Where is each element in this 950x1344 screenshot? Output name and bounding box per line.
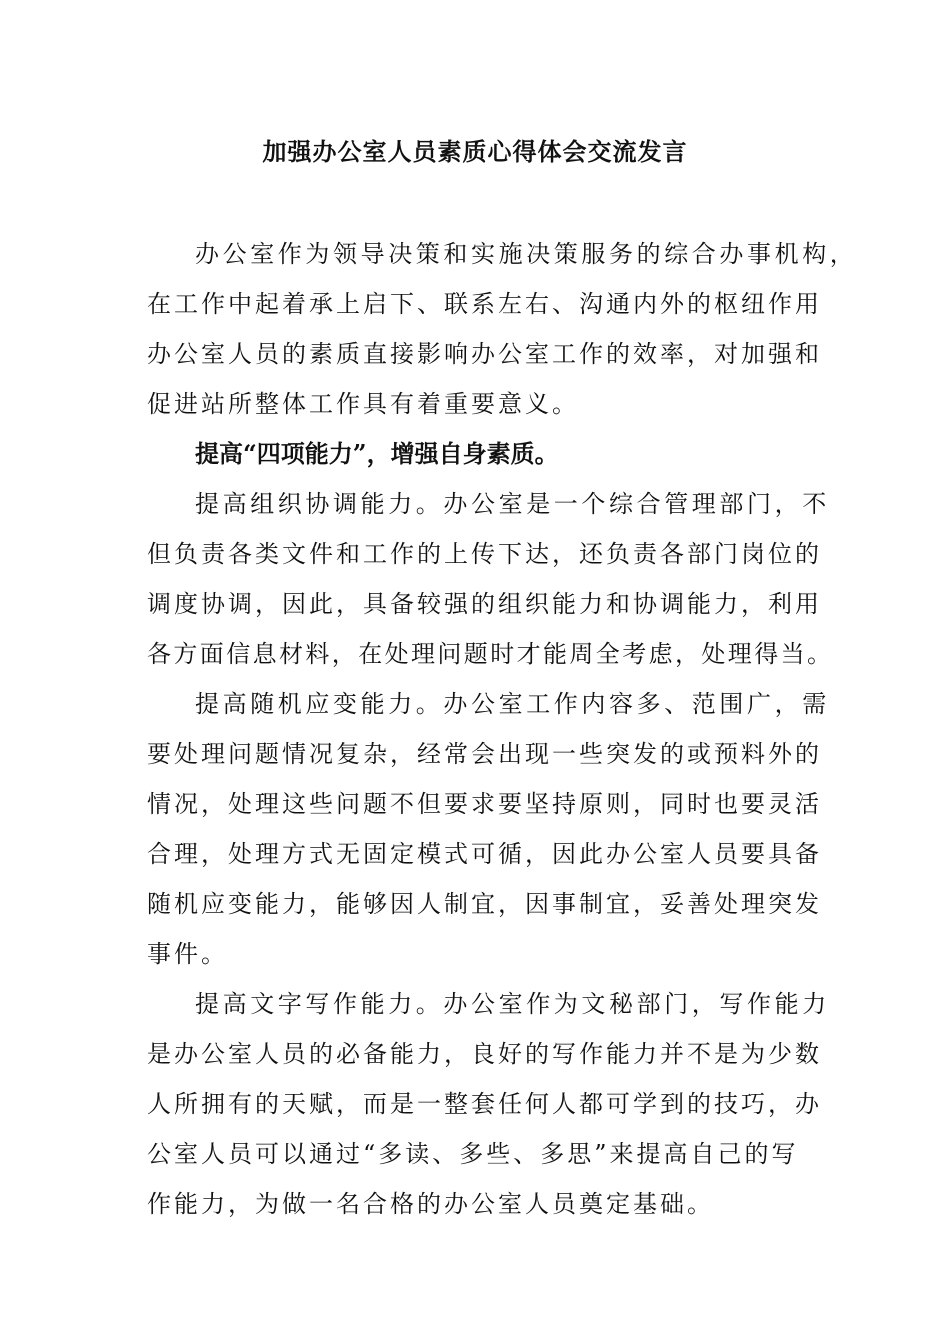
- paragraph-line: 提高文字写作能力。办公室作为文秘部门，写作能力: [195, 990, 830, 1018]
- paragraph-line: 合理，处理方式无固定模式可循，因此办公室人员要具备: [147, 840, 822, 868]
- paragraph-line: 要处理问题情况复杂，经常会出现一些突发的或预料外的: [147, 740, 822, 768]
- document-title: 加强办公室人员素质心得体会交流发言: [262, 137, 688, 166]
- paragraph-line: 但负责各类文件和工作的上传下达，还负责各部门岗位的: [147, 540, 822, 568]
- paragraph-line: 办公室作为领导决策和实施决策服务的综合办事机构，: [195, 240, 858, 268]
- section-heading: 提高“四项能力”，增强自身素质。: [195, 439, 559, 468]
- paragraph-line: 情况，处理这些问题不但要求要坚持原则，同时也要灵活: [147, 790, 822, 818]
- paragraph-line: 提高随机应变能力。办公室工作内容多、范围广，需: [195, 690, 830, 718]
- paragraph-line: 各方面信息材料，在处理问题时才能周全考虑，处理得当。: [147, 640, 834, 668]
- paragraph-line: 促进站所整体工作具有着重要意义。: [147, 390, 579, 418]
- paragraph-line: 事件。: [147, 940, 228, 968]
- paragraph-line: 在工作中起着承上启下、联系左右、沟通内外的枢纽作用: [147, 290, 822, 318]
- paragraph-line: 提高组织协调能力。办公室是一个综合管理部门，不: [195, 490, 830, 518]
- paragraph-line: 调度协调，因此，具备较强的组织能力和协调能力，利用: [147, 590, 822, 618]
- paragraph-line: 办公室人员的素质直接影响办公室工作的效率，对加强和: [147, 340, 822, 368]
- paragraph-line: 人所拥有的天赋，而是一整套任何人都可学到的技巧，办: [147, 1090, 822, 1118]
- paragraph-line: 作能力，为做一名合格的办公室人员奠定基础。: [147, 1190, 714, 1218]
- paragraph-line: 随机应变能力，能够因人制宜，因事制宜，妥善处理突发: [147, 890, 822, 918]
- paragraph-line: 公室人员可以通过“多读、多些、多思”来提高自己的写: [147, 1140, 799, 1168]
- paragraph-line: 是办公室人员的必备能力，良好的写作能力并不是为少数: [147, 1040, 822, 1068]
